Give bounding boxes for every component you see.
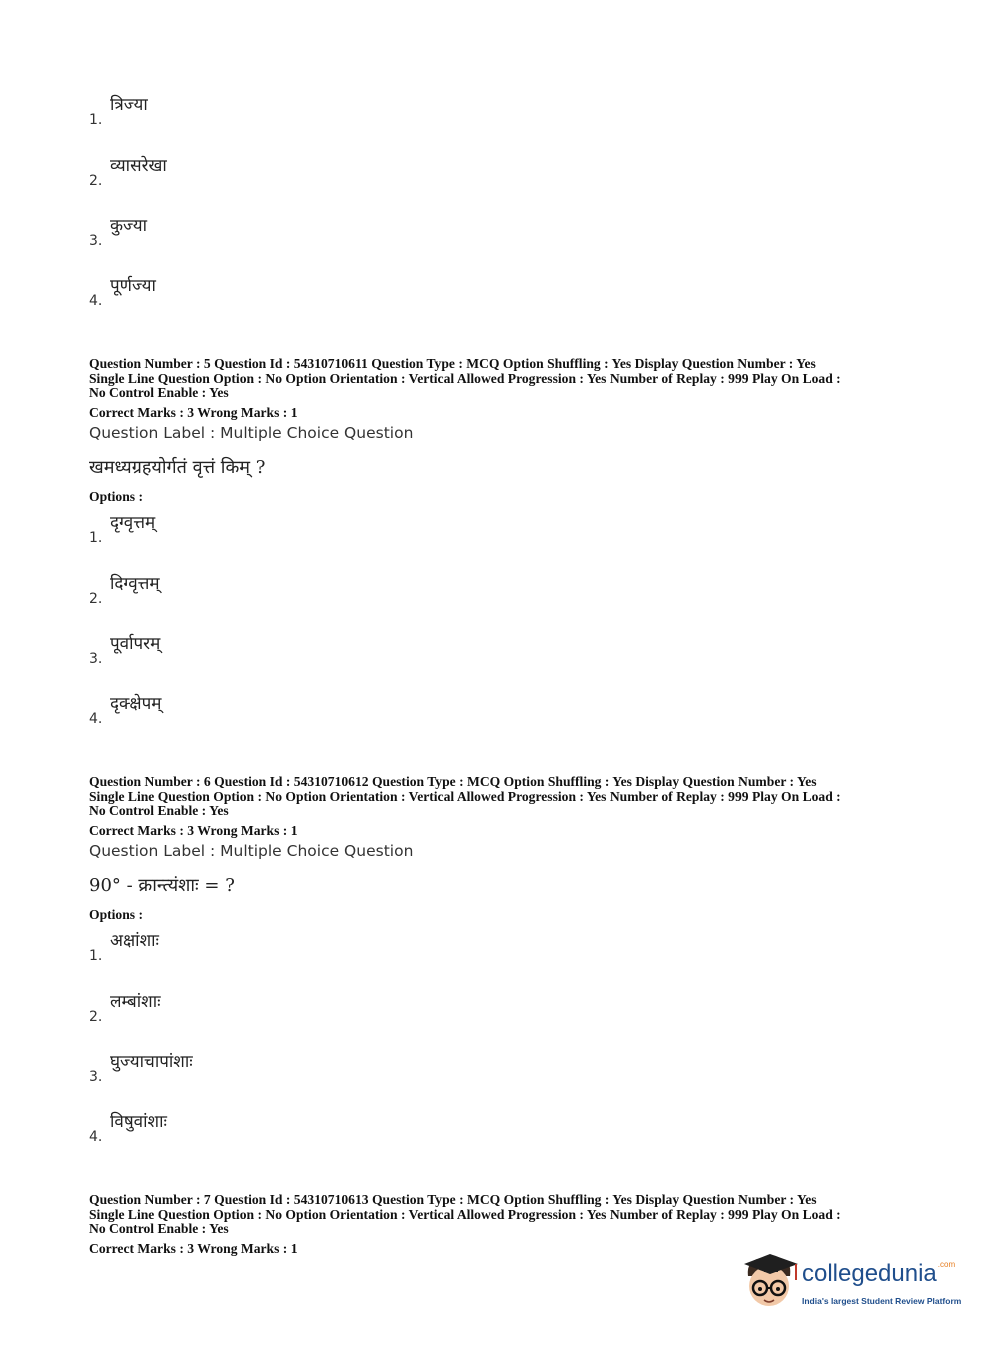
brand-name: collegedunia$^{.com}$ bbox=[802, 1260, 956, 1287]
option-text: पूर्णज्या bbox=[110, 276, 156, 296]
option-3 bbox=[89, 213, 289, 249]
option-number: 1. bbox=[89, 948, 103, 964]
question-7-meta bbox=[89, 1193, 919, 1237]
meta-line: No Control Enable : Yes bbox=[89, 803, 229, 819]
option-text: पूर्वापरम् bbox=[110, 634, 161, 654]
question-5-text: खमध्यग्रहयोर्गतं वृत्तं किम् ? bbox=[89, 457, 266, 478]
meta-line: Question Number : 7 Question Id : 54310710613 Question Type : MCQ Option Shuffling : Yes Display Question Number : Yes bbox=[89, 1192, 817, 1207]
question-6-meta bbox=[89, 775, 919, 819]
question-5-options-header: Options : bbox=[89, 489, 144, 504]
option-1 bbox=[89, 510, 289, 546]
option-4 bbox=[89, 691, 289, 727]
question-7-marks: Correct Marks : 3 Wrong Marks : 1 bbox=[89, 1241, 298, 1256]
option-number: 4. bbox=[89, 711, 103, 727]
meta-line: Question Number : 5 Question Id : 54310710611 Question Type : MCQ Option Shuffling : Yes Display Question Number : Yes bbox=[89, 356, 816, 371]
question-6-options-header: Options : bbox=[89, 907, 144, 922]
option-4 bbox=[89, 273, 289, 309]
option-text: अक्षांशाः bbox=[110, 931, 159, 951]
option-3 bbox=[89, 1049, 289, 1085]
question-5-meta bbox=[89, 357, 919, 401]
brand-tagline: India's largest Student Review Platform bbox=[802, 1296, 962, 1306]
option-number: 1. bbox=[89, 112, 103, 128]
option-number: 3. bbox=[89, 1069, 103, 1085]
question-6-text: 90° - क्रान्त्यंशाः = ? bbox=[89, 875, 235, 896]
option-2 bbox=[89, 989, 289, 1025]
option-text: कुज्या bbox=[110, 216, 148, 236]
option-2 bbox=[89, 153, 289, 189]
option-number: 4. bbox=[89, 1129, 103, 1145]
mascot-icon bbox=[740, 1252, 800, 1314]
option-text: विषुवांशाः bbox=[110, 1112, 167, 1132]
option-text: दृक्क्षेपम् bbox=[110, 694, 162, 714]
option-text: घुज्याचापांशाः bbox=[110, 1052, 193, 1072]
option-number: 3. bbox=[89, 651, 103, 667]
option-1 bbox=[89, 92, 289, 128]
meta-line: Question Number : 6 Question Id : 54310710612 Question Type : MCQ Option Shuffling : Yes Display Question Number : Yes bbox=[89, 774, 817, 789]
meta-line: No Control Enable : Yes bbox=[89, 1221, 229, 1237]
option-number: 1. bbox=[89, 530, 103, 546]
question-5-label: Question Label : Multiple Choice Question bbox=[89, 424, 414, 442]
option-number: 2. bbox=[89, 591, 103, 607]
option-text: त्रिज्या bbox=[110, 95, 148, 115]
meta-line: Single Line Question Option : No Option Orientation : Vertical Allowed Progression : Yes Number of Replay : 999 Play On Load : bbox=[89, 1206, 841, 1222]
option-number: 3. bbox=[89, 233, 103, 249]
option-4 bbox=[89, 1109, 289, 1145]
option-2 bbox=[89, 571, 289, 607]
option-number: 2. bbox=[89, 173, 103, 189]
collegedunia-logo bbox=[740, 1250, 970, 1320]
option-text: दृग्वृत्तम् bbox=[110, 513, 156, 533]
option-text: दिग्वृत्तम् bbox=[110, 574, 160, 594]
question-6-label: Question Label : Multiple Choice Question bbox=[89, 842, 414, 860]
option-text: व्यासरेखा bbox=[110, 156, 167, 176]
option-3 bbox=[89, 631, 289, 667]
meta-line: Single Line Question Option : No Option Orientation : Vertical Allowed Progression : Yes Number of Replay : 999 Play On Load : bbox=[89, 788, 841, 804]
option-number: 4. bbox=[89, 293, 103, 309]
option-text: लम्बांशाः bbox=[110, 992, 161, 1012]
option-1 bbox=[89, 928, 289, 964]
question-5-marks: Correct Marks : 3 Wrong Marks : 1 bbox=[89, 405, 298, 420]
meta-line: Single Line Question Option : No Option Orientation : Vertical Allowed Progression : Yes Number of Replay : 999 Play On Load : bbox=[89, 370, 841, 386]
option-number: 2. bbox=[89, 1009, 103, 1025]
question-6-marks: Correct Marks : 3 Wrong Marks : 1 bbox=[89, 823, 298, 838]
meta-line: No Control Enable : Yes bbox=[89, 385, 229, 401]
